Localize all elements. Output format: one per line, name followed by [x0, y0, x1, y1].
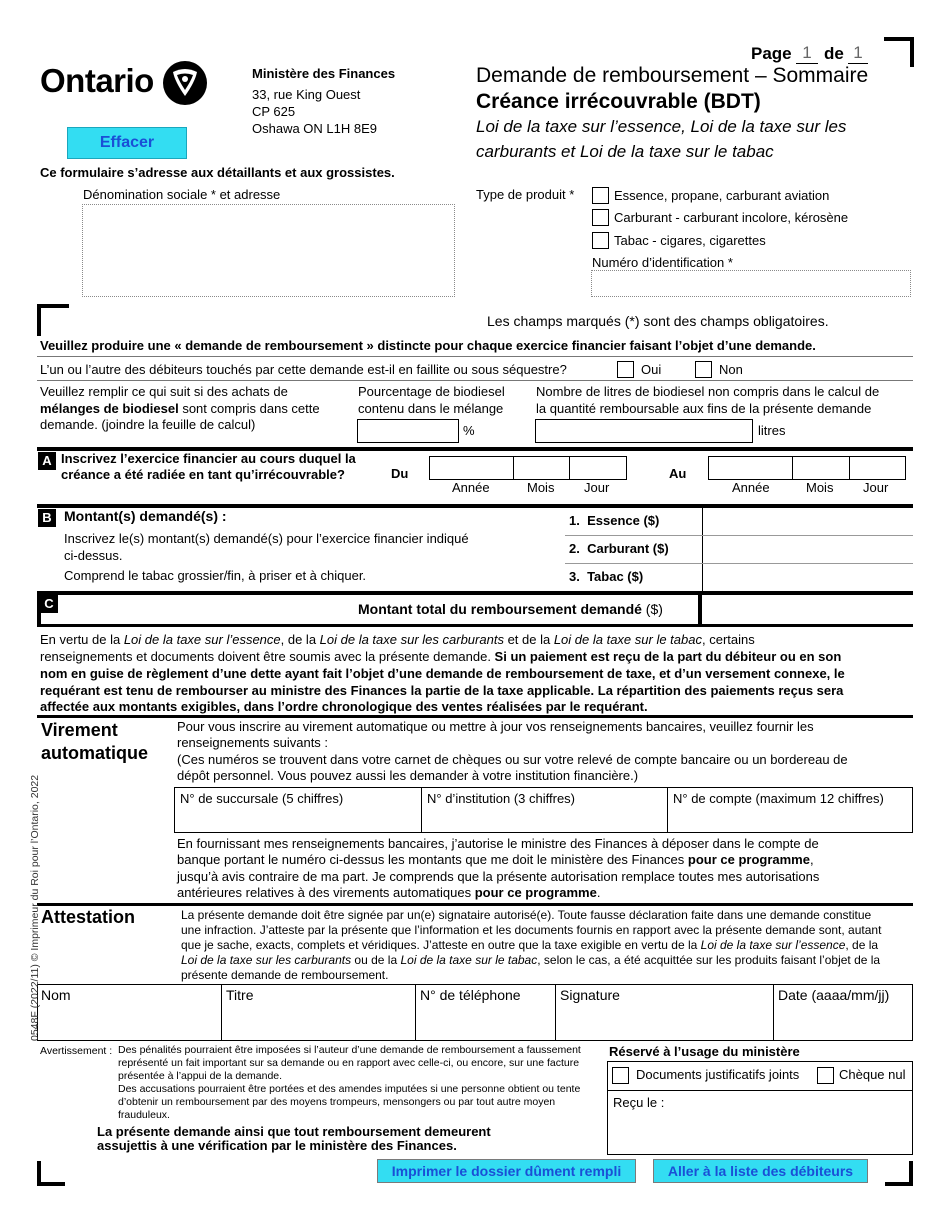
amount-tobacco-input[interactable] — [703, 565, 913, 589]
section-b-desc-3: Comprend le tabac grossier/fin, à priser et à chiquer. — [64, 568, 367, 583]
biodiesel-litres-label-2: la quantité remboursable aux fins de la présente demande — [536, 401, 872, 416]
verification-line-2: assujettis à une vérification par le ministère des Finances. — [97, 1138, 457, 1153]
legal-line-3: nom en guise de règlement d’une dette ayant fait l’objet d’une demande de remboursement de taxe, et d’un versement connexe, le — [40, 666, 845, 681]
bankruptcy-no-label: Non — [719, 362, 743, 377]
section-b-badge: B — [38, 509, 56, 527]
amount-gasoline-label: 1. Essence ($) — [569, 513, 660, 528]
direct-deposit-title-2: automatique — [41, 743, 149, 763]
product-fuel-checkbox[interactable] — [592, 209, 609, 226]
attestation-line-5: présente demande de remboursement. — [181, 968, 389, 982]
phone-input[interactable] — [416, 1004, 554, 1040]
legal-line-4: requérant est tenu de rembourser au ministre des Finances la partie de la taxe applicable. La répartition des paiements reçus sera — [40, 683, 844, 698]
biodiesel-intro-2: mélanges de biodiesel sont compris dans cette — [40, 401, 320, 416]
account-number-input[interactable] — [668, 806, 912, 832]
bankruptcy-no-checkbox[interactable] — [695, 361, 712, 378]
to-day-label: Jour — [863, 480, 889, 495]
id-number-label: Numéro d’identification * — [592, 255, 733, 270]
title-label: Titre — [226, 987, 254, 1003]
name-address-label: Dénomination sociale * et adresse — [83, 187, 281, 202]
null-cheque-checkbox[interactable] — [817, 1067, 834, 1084]
from-month-label: Mois — [527, 480, 555, 495]
ministry-address-2: CP 625 — [252, 104, 296, 119]
biodiesel-litres-label-1: Nombre de litres de biodiesel non compris dans le calcul de — [536, 384, 880, 399]
bankruptcy-question: L’un ou l’autre des débiteurs touchés par cette demande est-il en faillite ou sous séquestre? — [40, 362, 567, 377]
supporting-docs-label: Documents justificatifs joints — [636, 1067, 800, 1082]
direct-deposit-title-1: Virement — [41, 720, 118, 740]
form-number-copyright: 0548F (2022/11) © Imprimeur du Roi pour l’Ontario, 2022 — [29, 774, 41, 1041]
direct-deposit-intro-1: Pour vous inscrire au virement automatique ou mettre à jour vos renseignements bancaires, veuillez fournir les — [177, 719, 814, 734]
attestation-line-2: une infraction. J’atteste par la présente que l’information et les documents fournis en rapport avec la présente demande sont, autant — [181, 923, 882, 937]
biodiesel-intro-1: Veuillez remplir ce qui suit si des achats de — [40, 384, 288, 399]
amount-gasoline-input[interactable] — [703, 509, 913, 533]
amount-fuel-input[interactable] — [703, 537, 913, 561]
biodiesel-pct-input[interactable] — [357, 419, 459, 443]
biodiesel-pct-label-2: contenu dans le mélange — [358, 401, 504, 416]
warning-line-1: Des pénalités pourraient être imposées si l’auteur d’une demande de remboursement a faussement — [118, 1044, 581, 1056]
amount-fuel-label: 2. Carburant ($) — [569, 541, 669, 556]
section-a-badge: A — [38, 452, 56, 470]
required-fields-note: Les champs marqués (*) sont des champs obligatoires. — [487, 313, 829, 329]
product-gasoline-checkbox[interactable] — [592, 187, 609, 204]
attestation-line-3: que je sache, exacts, complets et véridiques. J’atteste en outre que la taxe exigible en vertu de la Loi de la taxe sur l’essence, de la — [181, 938, 879, 952]
legal-line-2: renseignements et documents doivent être soumis avec la présente demande. Si un paiement est reçu de la part du débiteur ou en son — [40, 649, 842, 664]
date-input[interactable] — [774, 1004, 912, 1040]
signature-label: Signature — [560, 987, 620, 1003]
supporting-docs-checkbox[interactable] — [612, 1067, 629, 1084]
from-date-input[interactable] — [429, 456, 627, 480]
to-year-label: Année — [732, 480, 770, 495]
deposit-auth-1: En fournissant mes renseignements bancaires, j’autorise le ministre des Finances à déposer dans le compte de — [177, 836, 819, 851]
section-b-title: Montant(s) demandé(s) : — [64, 508, 227, 524]
section-c-badge: C — [40, 595, 58, 613]
attestation-line-1: La présente demande doit être signée par un(e) signataire autorisé(e). Toute fausse déclaration faite dans une demande constitue — [181, 908, 872, 922]
bankruptcy-yes-checkbox[interactable] — [617, 361, 634, 378]
ministry-use-title: Réservé à l’usage du ministère — [609, 1044, 800, 1059]
product-tobacco-checkbox[interactable] — [592, 232, 609, 249]
name-address-input[interactable] — [82, 204, 455, 297]
bankruptcy-yes-label: Oui — [641, 362, 662, 377]
direct-deposit-intro-2: renseignements suivants : — [177, 735, 329, 750]
form-title-line4: carburants et Loi de la taxe sur le tabac — [476, 142, 774, 161]
signature-input[interactable] — [556, 1004, 772, 1040]
branch-number-label: N° de succursale (5 chiffres) — [180, 791, 344, 806]
page-total: 1 — [848, 43, 868, 64]
warning-line-3: présentée à l’appui de la demande. — [118, 1070, 283, 1082]
form-title-line3: Loi de la taxe sur l’essence, Loi de la taxe sur les — [476, 117, 847, 136]
to-month-label: Mois — [806, 480, 834, 495]
warning-line-4: Des accusations pourraient être portées et des amendes imputées si une personne obtient ou tente — [118, 1083, 581, 1095]
name-input[interactable] — [38, 1004, 220, 1040]
verification-line-1: La présente demande ainsi que tout remboursement demeurent — [97, 1124, 491, 1139]
page-of-label: de — [824, 44, 844, 63]
from-day-label: Jour — [584, 480, 610, 495]
direct-deposit-intro-3: (Ces numéros se trouvent dans votre carnet de chèques ou sur votre relevé de compte bancaire ou un bordereau de — [177, 752, 848, 767]
account-number-label: N° de compte (maximum 12 chiffres) — [673, 791, 884, 806]
warning-label: Avertissement : — [40, 1045, 113, 1057]
print-button[interactable]: Imprimer le dossier dûment rempli — [377, 1159, 636, 1183]
date-label: Date (aaaa/mm/jj) — [778, 987, 890, 1003]
biodiesel-litres-input[interactable] — [535, 419, 753, 443]
section-b-desc-1: Inscrivez le(s) montant(s) demandé(s) pour l’exercice financier indiqué — [64, 531, 469, 546]
audience-note: Ce formulaire s’adresse aux détaillants et aux grossistes. — [40, 165, 395, 180]
product-fuel-label: Carburant - carburant incolore, kérosène — [614, 210, 849, 225]
debtors-list-button[interactable]: Aller à la liste des débiteurs — [653, 1159, 868, 1183]
legal-line-1: En vertu de la Loi de la taxe sur l’essence, de la Loi de la taxe sur les carburants et de la Loi de la taxe sur le tabac, certains — [40, 632, 755, 647]
null-cheque-label: Chèque nul — [839, 1067, 906, 1082]
warning-line-6: frauduleux. — [118, 1109, 170, 1121]
section-b-desc-2: ci-dessus. — [64, 548, 123, 563]
ministry-address-1: 33, rue King Ouest — [252, 87, 361, 102]
received-label: Reçu le : — [613, 1095, 665, 1110]
biodiesel-litres-unit: litres — [758, 423, 786, 438]
id-number-input[interactable] — [591, 270, 911, 297]
warning-line-2: représenté un fait important sur sa demande ou en rapport avec celle-ci, ou encore, sur une facture — [118, 1057, 580, 1069]
direct-deposit-intro-4: dépôt personnel. Vous pouvez aussi les demander à votre institution financière.) — [177, 768, 639, 783]
trillium-logo-icon — [162, 60, 208, 106]
to-date-input[interactable] — [708, 456, 906, 480]
warning-line-5: d’obtenir un remboursement par des moyens trompeurs, mensongers ou par tout autre moyen — [118, 1096, 556, 1108]
form-title-line2: Créance irrécouvrable (BDT) — [476, 90, 761, 113]
name-label: Nom — [41, 987, 71, 1003]
clear-button[interactable]: Effacer — [67, 127, 187, 159]
phone-label: N° de téléphone — [420, 987, 521, 1003]
section-a-from-label: Du — [391, 466, 409, 481]
page-label: Page — [751, 44, 792, 63]
deposit-auth-2: banque portant le numéro ci-dessus les montants que me doit le ministère des Finances pour ce programme, — [177, 852, 814, 867]
ministry-address-3: Oshawa ON L1H 8E9 — [252, 121, 378, 136]
page-current: 1 — [796, 43, 818, 64]
section-a-to-label: Au — [669, 466, 687, 481]
ontario-logo-text: Ontario — [40, 62, 154, 99]
ministry-name: Ministère des Finances — [252, 66, 396, 81]
branch-number-input[interactable] — [175, 806, 420, 832]
deposit-auth-4: antérieures relatives à des virements automatiques pour ce programme. — [177, 885, 601, 900]
biodiesel-intro-3: demande. (joindre la feuille de calcul) — [40, 417, 256, 432]
attestation-title: Attestation — [41, 907, 135, 927]
product-type-label: Type de produit * — [476, 187, 575, 202]
from-year-label: Année — [452, 480, 490, 495]
institution-number-input[interactable] — [422, 806, 666, 832]
form-title-line1: Demande de remboursement – Sommaire — [476, 64, 869, 87]
institution-number-label: N° d’institution (3 chiffres) — [427, 791, 576, 806]
attestation-line-4: Loi de la taxe sur les carburants ou de la Loi de la taxe sur le tabac, selon le cas, a été acquittée sur les produits faisant l’objet de la — [181, 953, 881, 967]
product-gasoline-label: Essence, propane, carburant aviation — [614, 188, 830, 203]
section-a-text-2: créance a été radiée en tant qu’irrécouvrable? — [61, 467, 345, 482]
biodiesel-pct-unit: % — [463, 423, 475, 438]
biodiesel-pct-label-1: Pourcentage de biodiesel — [358, 384, 505, 399]
deposit-auth-3: jusqu’à avis contraire de ma part. Je comprends que la présente autorisation remplace toutes mes autorisations — [177, 869, 820, 884]
title-input[interactable] — [222, 1004, 414, 1040]
legal-line-5: affectée aux montants exigibles, dans l’ordre chronologique des ventes réalisées par le requérant. — [40, 699, 648, 714]
separate-request-note: Veuillez produire une « demande de remboursement » distincte pour chaque exercice financier faisant l’objet d’une demande. — [40, 338, 816, 353]
total-amount-input[interactable] — [702, 596, 913, 624]
amount-tobacco-label: 3. Tabac ($) — [569, 569, 644, 584]
total-amount-label: Montant total du remboursement demandé ($) — [358, 601, 663, 617]
section-a-text-1: Inscrivez l’exercice financier au cours duquel la — [61, 451, 356, 466]
product-tobacco-label: Tabac - cigares, cigarettes — [614, 233, 766, 248]
